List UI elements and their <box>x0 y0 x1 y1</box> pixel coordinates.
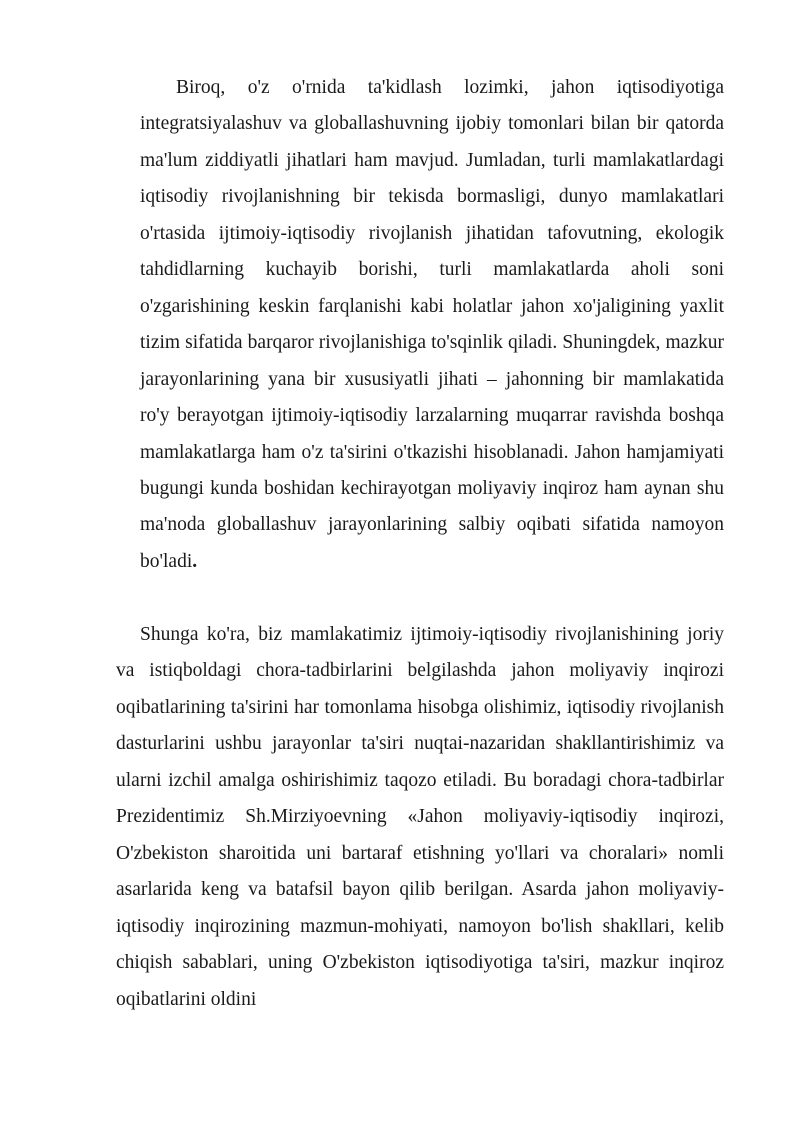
paragraph-1-text: Biroq, o'z o'rnida ta'kidlash lozimki, jahon iqtisodiyotiga integratsiyalashuv va globallashuvning ijobiy tomonlari bilan bir qatorda ma'lum ziddiyatli jihatlari ham mavjud. Jumladan, turli mamlakatlardagi iqtisodiy rivojlanishning bir tekisda bormasligi, dunyo mamlakatlari o'rtasida ijtimoiy-iqtisodiy rivojlanish jihatidan tafovutning, ekologik tahdidlarning kuchayib borishi, turli mamlakatlarda aholi soni o'zgarishining keskin farqlanishi kabi holatlar jahon xo'jaligining yaxlit tizim sifatida barqaror rivojlanishiga to'sqinlik qiladi. Shuningdek, mazkur jarayonlarining yana bir xususiyatli jihati – jahonning bir mamlakatida ro'y berayotgan ijtimoiy-iqtisodiy larzalarning muqarrar ravishda boshqa mamlakatlarga ham o'z ta'sirini o'tkazishi hisoblanadi. Jahon hamjamiyati bugungi kunda boshidan kechirayotgan moliyaviy inqiroz ham aynan shu ma'noda globallashuv jarayonlarining salbiy oqibati sifatida namoyon bo'ladi <box>140 77 724 572</box>
paragraph-1 <box>140 70 724 580</box>
paragraph-1-end-mark: . <box>192 550 198 572</box>
paragraph-2-text: Shunga ko'ra, biz mamlakatimiz ijtimoiy-iqtisodiy rivojlanishining joriy va istiqboldagi chora-tadbirlarini belgilashda jahon moliyaviy inqirozi oqibatlarining ta'sirini har tomonlama hisobga olishimiz, iqtisodiy rivojlanish dasturlarini ushbu jarayonlar ta'siri nuqtai-nazaridan shakllantirishimiz va ularni izchil amalga oshirishimiz taqozo etiladi. Bu boradagi chora-tadbirlar Prezidentimiz Sh.Mirziyoevning «Jahon moliyaviy-iqtisodiy inqirozi, O'zbekiston sharoitida uni bartaraf etishning yo'llari va choralari» nomli asarlarida keng va batafsil bayon qilib berilgan. Asarda jahon moliyaviy-iqtisodiy inqirozining mazmun-mohiyati, namoyon bo'lish shakllari, kelib chiqish sabablari, uning O'zbekiston iqtisodiyotiga ta'siri, mazkur inqiroz oqibatlarini oldini <box>116 624 724 1010</box>
paragraph-2 <box>116 617 724 1018</box>
